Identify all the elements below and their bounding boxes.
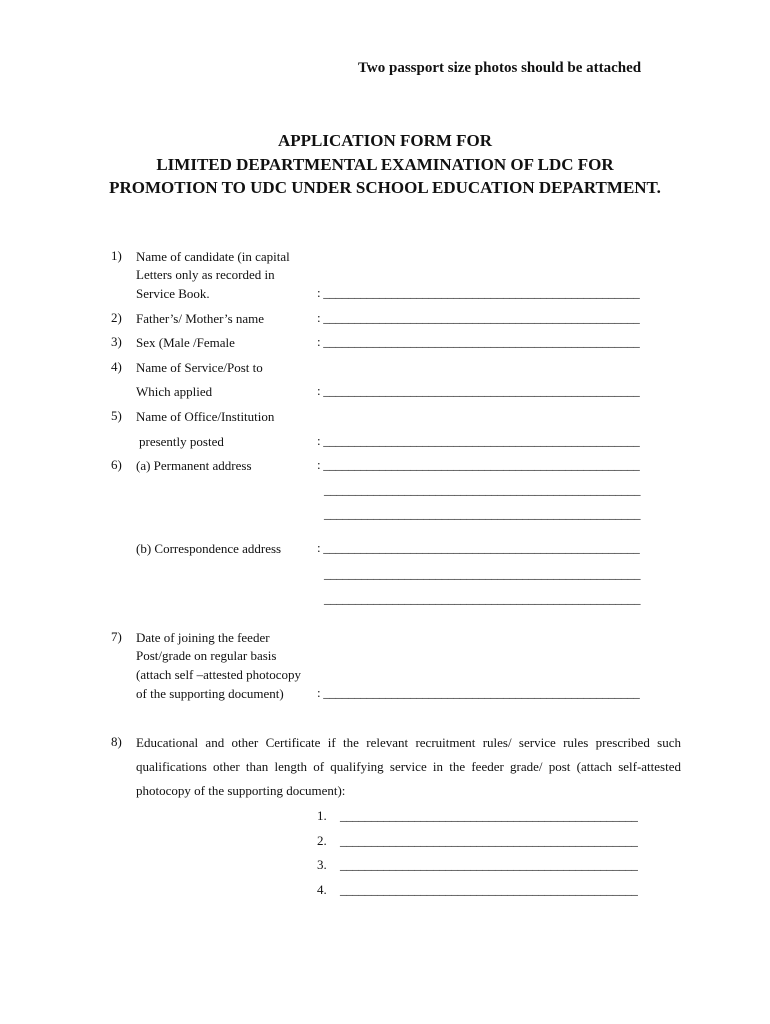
item-1-label-line-3: Service Book. [136,286,210,301]
correspondence-address-label: (b) Correspondence address [136,541,282,556]
item-6-number: 6) [111,457,122,472]
service-post-field[interactable]: : ___________________________________________________ [317,383,640,398]
title-line-2: LIMITED DEPARTMENTAL EXAMINATION OF LDC FOR [156,154,614,174]
correspondence-address-field-2[interactable]: ___________________________________________________ [324,566,641,581]
permanent-address-field-3[interactable]: ___________________________________________________ [324,506,641,521]
item-4-label-line-1: Name of Service/Post to [136,360,263,375]
item-1-number: 1) [111,248,122,263]
permanent-address-field-2[interactable]: ___________________________________________________ [324,482,641,497]
office-institution-field[interactable]: : ___________________________________________________ [317,433,640,448]
item-8-number: 8) [111,734,122,749]
certificate-3-field[interactable]: ________________________________________________ [340,857,638,872]
certificate-1-field[interactable]: ________________________________________________ [340,808,638,823]
certificate-4-number: 4. [317,882,327,897]
photo-note: Two passport size photos should be attached [358,60,642,76]
permanent-address-label: (a) Permanent address [136,458,252,473]
item-1-label-line-2: Letters only as recorded in [136,267,275,282]
item-4-label-line-2: Which applied [136,384,213,399]
certificate-1-number: 1. [317,808,327,823]
item-3-number: 3) [111,334,122,349]
item-4-number: 4) [111,359,122,374]
item-8-text: Educational and other Certificate if the relevant recruitment rules/ service rules prescribed such qualifications other than length of qualifying service in the feeder grade/ post (attach self-attested photocopy of the supporting document): [136,735,681,798]
form-title [0,129,770,200]
item-5-label-line-2: presently posted [139,434,224,449]
item-7-label-line-1: Date of joining the feeder [136,630,270,645]
certificate-3-number: 3. [317,857,327,872]
item-2-label: Father’s/ Mother’s name [136,311,265,326]
candidate-name-field[interactable]: : ___________________________________________________ [317,285,640,300]
item-7-label-line-4: of the supporting document) [136,686,284,701]
item-2-number: 2) [111,310,122,325]
joining-date-field[interactable]: : ___________________________________________________ [317,685,640,700]
item-7-label-line-3: (attach self –attested photocopy [136,667,301,682]
title-line-1: APPLICATION FORM FOR [277,131,493,150]
correspondence-address-field-3[interactable]: ___________________________________________________ [324,591,641,606]
sex-field[interactable]: : ___________________________________________________ [317,334,640,349]
permanent-address-field-1[interactable]: : ___________________________________________________ [317,457,640,472]
item-7-label-line-2: Post/grade on regular basis [136,648,277,663]
title-line-3: PROMOTION TO UDC UNDER SCHOOL EDUCATION DEPARTMENT. [109,178,661,197]
item-1-label-line-1: Name of candidate (in capital [136,249,290,264]
item-7-number: 7) [111,629,122,644]
parent-name-field[interactable]: : ___________________________________________________ [317,310,640,325]
correspondence-address-field-1[interactable]: : ___________________________________________________ [317,540,640,555]
item-3-label: Sex (Male /Female [136,335,235,350]
item-5-label-line-1: Name of Office/Institution [136,409,275,424]
certificate-4-field[interactable]: ________________________________________________ [340,882,638,897]
item-5-number: 5) [111,408,122,423]
certificate-2-field[interactable]: ________________________________________________ [340,833,638,848]
certificate-2-number: 2. [317,833,327,848]
